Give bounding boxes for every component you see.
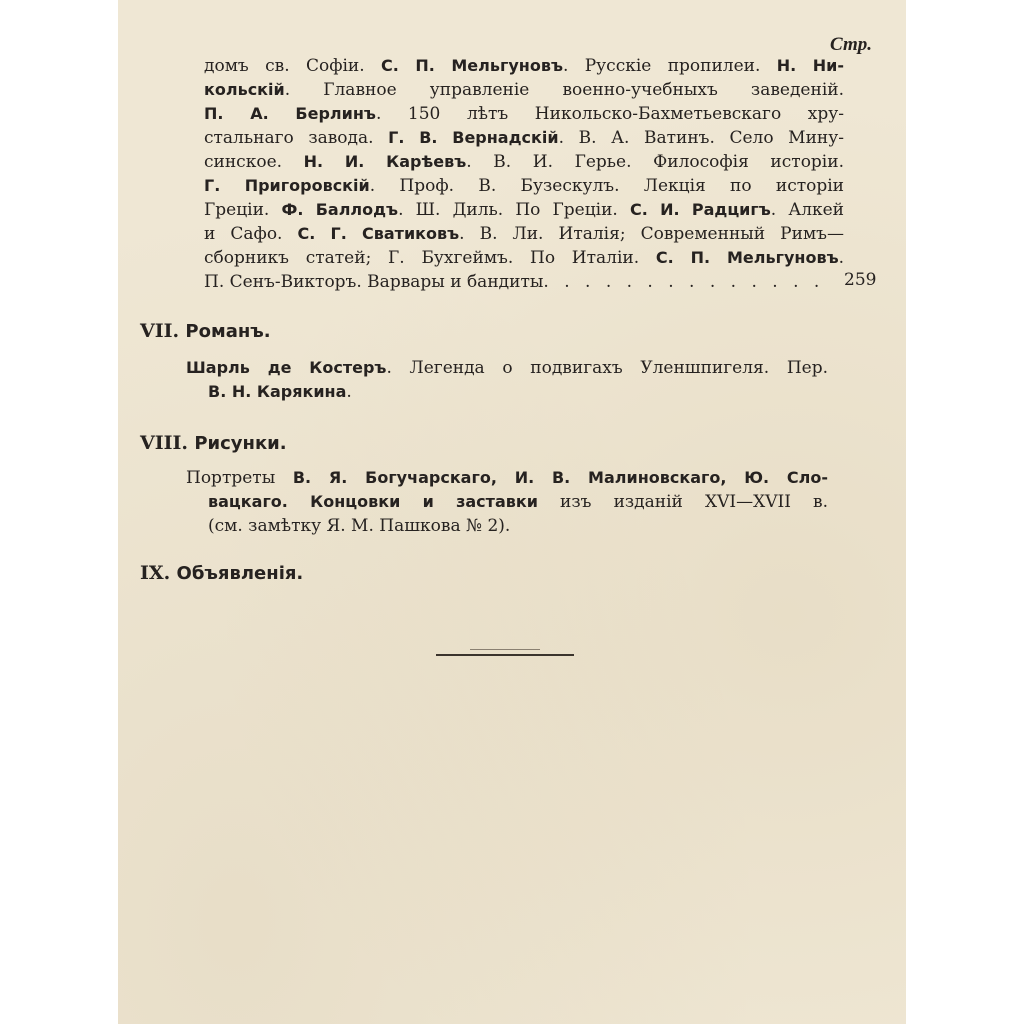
author-name: С. Г. Сватиковъ [297, 224, 460, 243]
author-name: Н. Ни- [776, 56, 844, 75]
section-viii-heading [140, 432, 287, 454]
section-numeral: VIII. [140, 432, 189, 454]
toc-line: и Сафо. С. Г. Сватиковъ. В. Ли. Италія; Современный Римъ— [204, 224, 844, 244]
section-title: Романъ. [185, 321, 271, 342]
toc-line: кольскій. Главное управленіе военно-учебныхъ заведеній. [204, 80, 844, 100]
author-name: Г. В. Вернадскій [388, 128, 559, 147]
section-vii-body [186, 356, 828, 404]
toc-line: сборникъ статей; Г. Бухгеймъ. По Италіи. С. П. Мельгуновъ. [204, 248, 844, 268]
section-title: Объявленія. [176, 563, 304, 584]
author-name: П. А. Берлинъ [204, 104, 376, 123]
toc-line: вацкаго. Концовки и заставки изъ изданій XVI—XVII в. [208, 492, 828, 512]
section-vii-heading [140, 320, 271, 342]
author-name: С. И. Радцигъ [629, 200, 771, 219]
toc-line: Портреты В. Я. Богучарскаго, И. В. Малиновскаго, Ю. Сло- [186, 468, 828, 488]
author-name: В. Я. Богучарскаго, И. В. Малиновскаго, Ю. Сло- [292, 468, 828, 487]
toc-line: (см. замѣтку Я. М. Пашкова № 2). [208, 516, 511, 536]
toc-line: стальнаго завода. Г. В. Вернадскій. В. А. Ватинъ. Село Мину- [204, 128, 844, 148]
toc-line: Г. Пригоровскій. Проф. В. Бузескулъ. Лекція по исторіи [204, 176, 845, 196]
toc-line: синское. Н. И. Карѣевъ. В. И. Герье. Философія исторіи. [204, 152, 844, 172]
toc-line-final [204, 270, 844, 294]
section-vi-body [204, 54, 844, 294]
toc-line: Греціи. Ф. Баллодъ. Ш. Диль. По Греціи. С. И. Радцигъ. Алкей [204, 200, 845, 220]
author-name: Н. И. Карѣевъ [303, 152, 467, 171]
author-name: Г. Пригоровскій [204, 176, 370, 195]
section-title: Рисунки. [194, 433, 287, 454]
author-name: С. П. Мельгуновъ [381, 56, 563, 75]
closing-rule-top [470, 649, 540, 650]
toc-line: В. Н. Карякина. [208, 382, 352, 402]
section-ix-heading [140, 562, 303, 584]
leader-dots: . . . . . . . . . . . . . . [543, 272, 825, 292]
toc-line: П. А. Берлинъ. 150 лѣтъ Никольско-Бахметьевскаго хру- [204, 104, 844, 124]
toc-entry-text: П. Сенъ-Викторъ. Варвары и бандиты [204, 272, 544, 292]
author-name: В. Н. Карякина [208, 382, 347, 401]
page-column-label: Стр. [830, 34, 872, 55]
book-page [118, 0, 906, 1024]
section-numeral: IX. [140, 562, 171, 584]
author-name: С. П. Мельгуновъ [655, 248, 839, 267]
author-name: Ф. Баллодъ [281, 200, 399, 219]
section-numeral: VII. [140, 320, 180, 342]
closing-rule [436, 654, 574, 656]
author-name: кольскій [204, 80, 285, 99]
toc-line: Шарль де Костеръ. Легенда о подвигахъ Уленшпигеля. Пер. [186, 358, 829, 378]
toc-line: домъ св. Софіи. С. П. Мельгуновъ. Русскіе пропилеи. Н. Ни- [204, 56, 844, 76]
section-viii-body [186, 466, 828, 538]
author-name: Шарль де Костеръ [186, 358, 387, 377]
author-name: вацкаго. Концовки и заставки [208, 492, 538, 511]
toc-page-number: 259 [844, 270, 877, 290]
